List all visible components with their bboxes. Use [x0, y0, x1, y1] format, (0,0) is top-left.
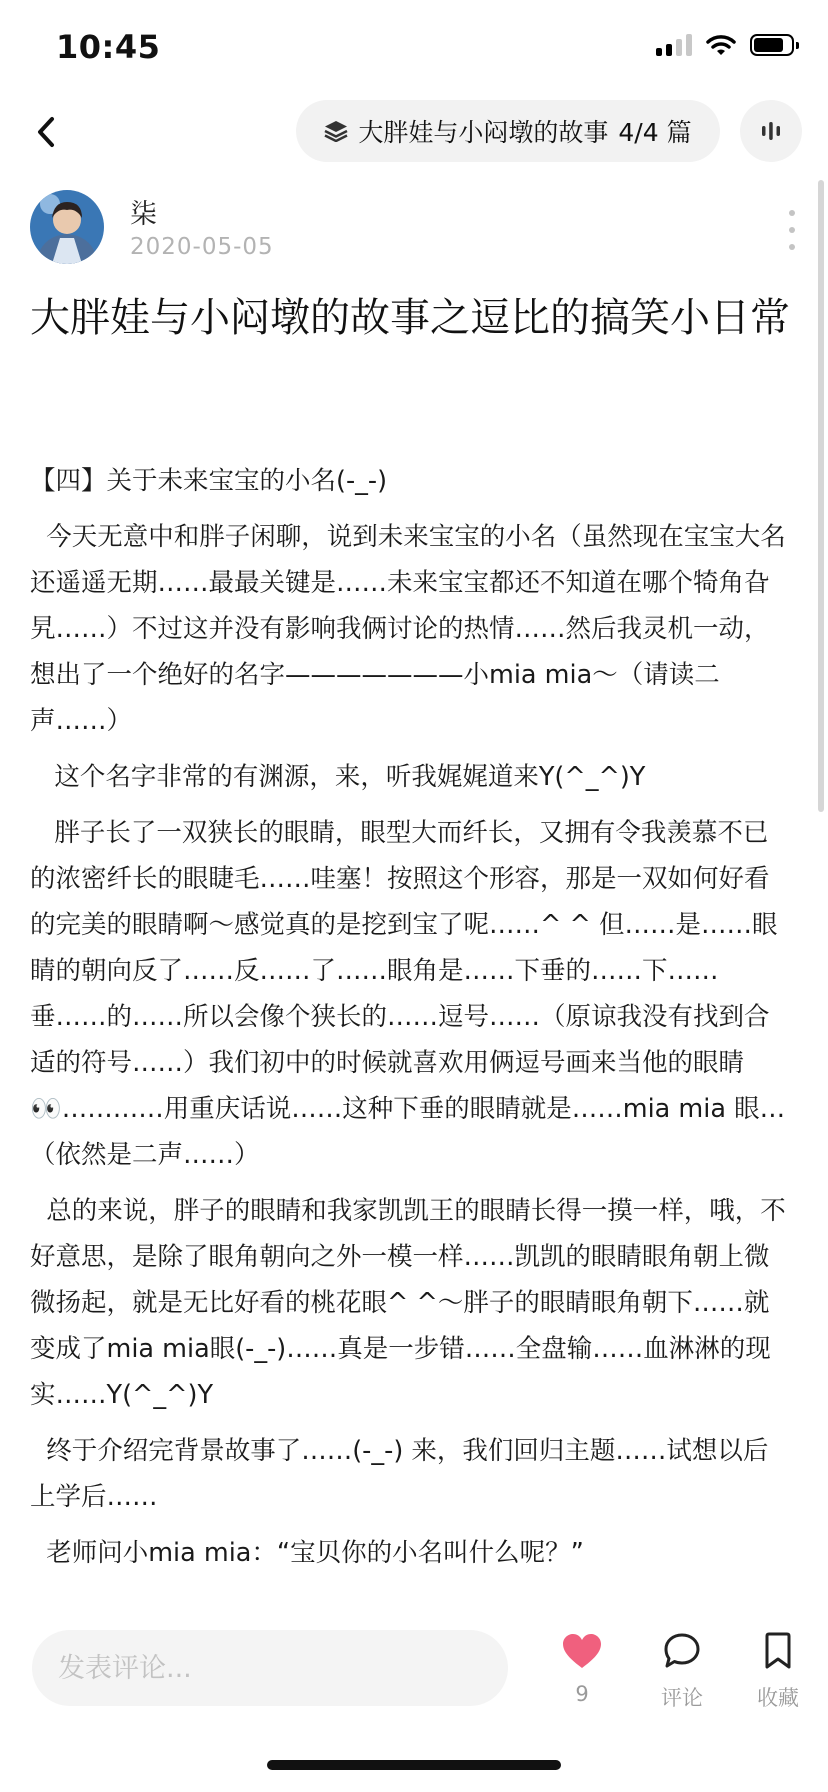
- back-button[interactable]: [24, 110, 68, 154]
- series-selector-button[interactable]: [296, 100, 720, 162]
- article-body: [30, 458, 790, 1614]
- more-dot: [789, 227, 795, 233]
- series-progress: 4/4 篇: [618, 118, 692, 147]
- article-paragraph: 这个名字非常的有渊源，来，听我娓娓道来Y(^_^)Y: [30, 762, 646, 792]
- comment-bubble-icon: [663, 1632, 701, 1670]
- status-bar: [0, 0, 828, 90]
- article-paragraph: 胖子长了一双狭长的眼睛，眼型大而纤长，又拥有令我羡慕不已的浓密纤长的眼睫毛……哇塞！按照这个形容，那是一双如何好看的完美的眼睛啊～感觉真的是挖到宝了呢……^ ^ 但……是……眼睛的朝向反了……反……了……眼角是……下垂的……下……垂……的……所以会像个狭长的……逗号……（原谅我没有找到合适的符号……）我们初中的时候就喜欢用俩逗号画来当他的眼睛👀…………用重庆话说……这种下垂的眼睛就是……mia mia 眼…（依然是二声……）: [30, 818, 786, 1170]
- like-button[interactable]: [542, 1632, 622, 1706]
- more-dot: [789, 210, 795, 216]
- like-count: 9: [575, 1682, 589, 1706]
- audio-button[interactable]: [740, 100, 802, 162]
- article-paragraph: 【四】关于未来宝宝的小名(-_-): [30, 466, 388, 496]
- series-title: 大胖娃与小闷墩的故事: [358, 118, 609, 147]
- layers-icon: [324, 120, 348, 142]
- scrollbar-thumb[interactable]: [818, 180, 824, 812]
- home-indicator[interactable]: [267, 1760, 561, 1770]
- status-time: 10:45: [56, 28, 161, 66]
- more-dot: [789, 244, 795, 250]
- battery-icon: [750, 34, 794, 56]
- favorite-label: 收藏: [757, 1686, 799, 1710]
- heart-icon: [561, 1632, 603, 1670]
- more-options-button[interactable]: [780, 210, 804, 250]
- wifi-icon: [706, 34, 736, 56]
- article-paragraph: 总的来说，胖子的眼睛和我家凯凯王的眼睛长得一摸一样，哦，不好意思，是除了眼角朝向之外一模一样……凯凯的眼睛眼角朝上微微扬起，就是无比好看的桃花眼^ ^～胖子的眼睛眼角朝下……就变成了mia mia眼(-_-)……真是一步错……全盘输……血淋淋的现实……Y(^_^)Y: [30, 1196, 786, 1410]
- post-date: 2020-05-05: [130, 234, 274, 260]
- author-name[interactable]: 柒: [130, 199, 157, 230]
- article-title: 大胖娃与小闷墩的故事之逗比的搞笑小日常: [30, 295, 790, 341]
- author-header: [30, 190, 800, 270]
- bookmark-icon: [763, 1632, 793, 1670]
- article-paragraph: 终于介绍完背景故事了……(-_-) 来，我们回归主题……试想以后上学后……: [30, 1436, 769, 1512]
- comment-button[interactable]: [642, 1632, 722, 1712]
- comment-label: 评论: [661, 1686, 703, 1710]
- nav-bar: [0, 96, 828, 168]
- status-icons: [656, 34, 794, 56]
- article-paragraph: 老师问小mia mia：“宝贝你的小名叫什么呢？”: [30, 1538, 584, 1568]
- favorite-button[interactable]: [738, 1632, 818, 1712]
- audio-wave-icon: [759, 119, 783, 143]
- comment-input[interactable]: [32, 1630, 508, 1706]
- chevron-left-icon: [36, 116, 56, 148]
- article-paragraph: 今天无意中和胖子闲聊，说到未来宝宝的小名（虽然现在宝宝大名还遥遥无期……最最关键是……未来宝宝都还不知道在哪个犄角旮旯……）不过这并没有影响我俩讨论的热情……然后我灵机一动，想出了一个绝好的名字———————小mia mia～（请读二声……）: [30, 522, 786, 736]
- avatar[interactable]: [30, 190, 104, 264]
- signal-icon: [656, 34, 692, 56]
